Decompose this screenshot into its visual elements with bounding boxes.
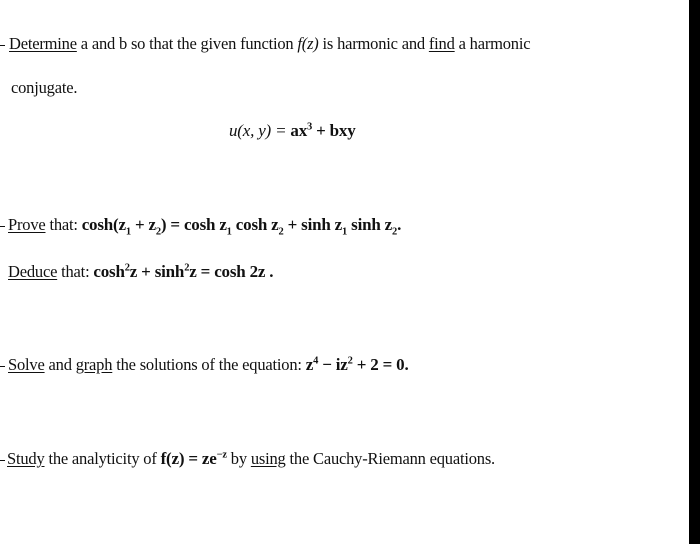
q4-line: Study the analyticity of $f(z) = ze^{-z}$ by using the Cauchy-Riemann equations. xyxy=(7,449,495,468)
q2-deduce-line: Deduce that: $\cosh^2z + \sinh^2z = \cosh 2z$ . xyxy=(8,262,274,281)
list-dash xyxy=(0,226,5,227)
list-dash xyxy=(0,366,5,367)
study-word: Study xyxy=(7,449,45,468)
q1-equation xyxy=(229,121,356,141)
q1-line2: conjugate. xyxy=(11,78,78,97)
right-edge-bar xyxy=(689,0,700,544)
deduce-word: Deduce xyxy=(8,262,58,281)
solve-word: Solve xyxy=(8,355,45,374)
function-fz: f(z) xyxy=(297,34,319,53)
deduce-that: that: xyxy=(61,262,90,281)
determine-word: Determine xyxy=(9,34,77,53)
q1-line1 xyxy=(9,34,530,54)
q1-text-b: a and b so that the given function xyxy=(80,34,294,53)
q2-prove-line: Prove that: $\cosh(z_1 + z_2) = \cosh z_1$ $\cosh z_2 + \sinh z_1$ $\sinh z_2$. xyxy=(8,215,402,238)
find-word: find xyxy=(428,34,455,53)
eq-exponent: 3 xyxy=(307,121,313,133)
using-word: using xyxy=(250,449,286,468)
eq-lhs: u(x, y) = xyxy=(229,121,287,140)
prove-word: Prove xyxy=(8,215,46,234)
q4-text-2: by xyxy=(230,449,247,468)
q4-text-3: the Cauchy-Riemann equations. xyxy=(289,449,495,468)
list-dash xyxy=(0,460,5,461)
list-dash xyxy=(0,45,5,46)
graph-word: graph xyxy=(75,355,113,374)
q1-text-d: a harmonic xyxy=(458,34,531,53)
eq-rhs-a: ax xyxy=(290,121,308,140)
eq-rhs-b: + bxy xyxy=(316,121,356,140)
and-word: and xyxy=(48,355,72,374)
q1-text-c: is harmonic and xyxy=(322,34,425,53)
q4-text-1: the analyticity of xyxy=(48,449,157,468)
q3-text: the solutions of the equation: xyxy=(116,355,302,374)
prove-that: that: xyxy=(49,215,78,234)
q3-line: Solve and graph the solutions of the equation: $z^4 - iz^2 + 2 = 0$. xyxy=(8,355,409,374)
